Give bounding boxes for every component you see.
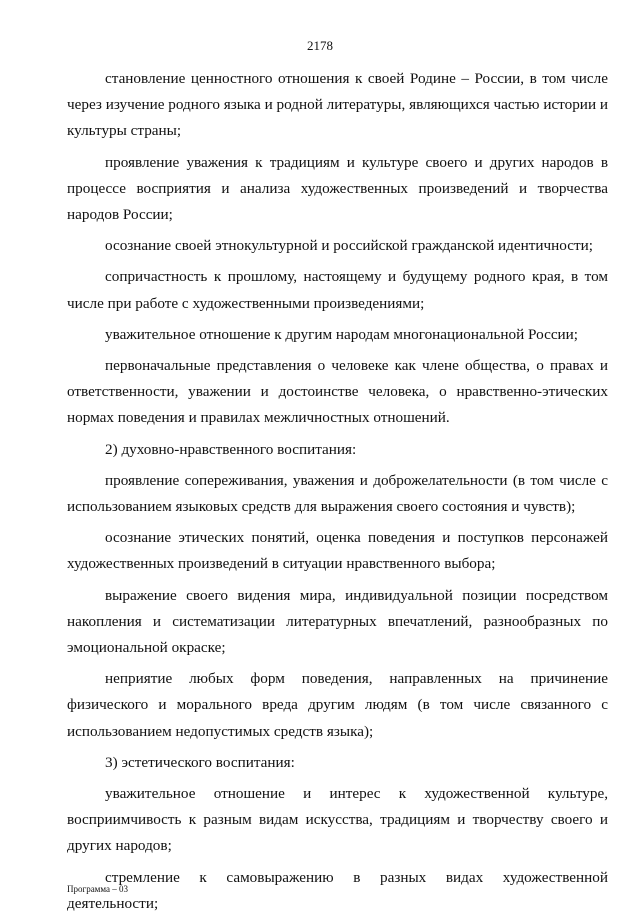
- paragraph: первоначальные представления о человеке как члене общества, о правах и ответственности, уважении и достоинстве человека, о нравственно-этических нормах поведения и правилах межличностных отношений.: [67, 357, 608, 427]
- paragraph: проявление уважения к традициям и культуре своего и других народов в процессе восприятия и анализа художественных произведений и творчества народов России;: [67, 153, 608, 224]
- paragraph: осознание этических понятий, оценка поведения и поступков персонажей художественных произведений в ситуации нравственного выбора;: [67, 529, 608, 573]
- page-number: 2178: [307, 38, 333, 53]
- paragraph: стремление к самовыражению в разных видах художественной деятельности;: [67, 868, 608, 912]
- paragraph: неприятие любых форм поведения, направленных на причинение физического и морального вреда другим людям (в том числе связанного с использованием недопустимых средств языка);: [67, 670, 608, 740]
- body-text: [67, 66, 608, 922]
- footer-label: Программа – 03: [67, 884, 129, 894]
- paragraph: уважительное отношение к другим народам многонациональной России;: [105, 325, 579, 343]
- paragraph: уважительное отношение и интерес к художественной культуре, восприимчивость к разным видам искусства, традициям и творчеству своего и других народов;: [67, 785, 608, 855]
- paragraph: сопричастность к прошлому, настоящему и будущему родного края, в том числе при работе с художественными произведениями;: [67, 268, 608, 312]
- paragraph: осознание своей этнокультурной и российской гражданской идентичности;: [105, 237, 593, 255]
- paragraph: становление ценностного отношения к своей Родине – России, в том числе через изучение родного языка и родной литературы, являющихся частью истории и культуры страны;: [67, 70, 608, 140]
- section-heading: 3) эстетического воспитания:: [105, 753, 295, 771]
- section-heading: 2) духовно-нравственного воспитания:: [105, 440, 357, 458]
- paragraph: выражение своего видения мира, индивидуальной позиции посредством накопления и систематизации литературных впечатлений, разнообразных по эмоциональной окраске;: [67, 586, 608, 657]
- paragraph: проявление сопереживания, уважения и доброжелательности (в том числе с использованием языковых средств для выражения своего состояния и чувств);: [67, 471, 608, 516]
